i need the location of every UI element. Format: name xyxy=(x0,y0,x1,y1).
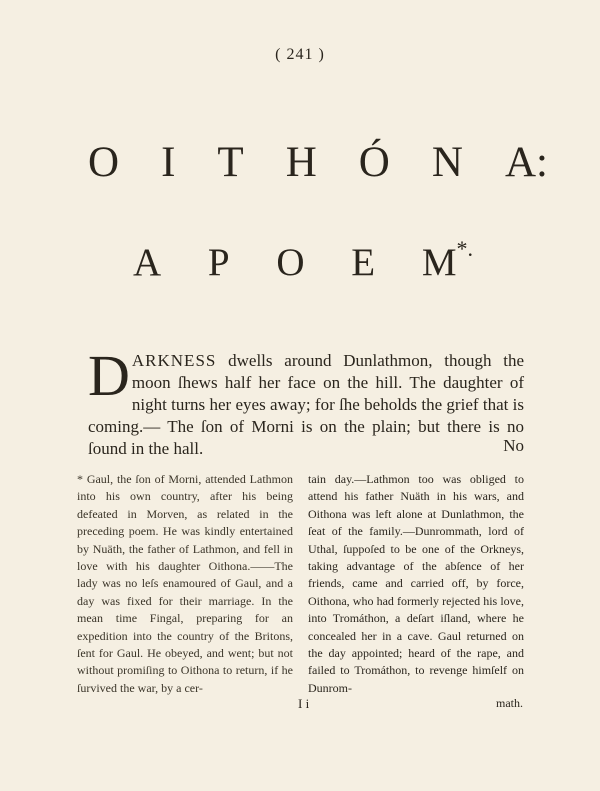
title-letter: H xyxy=(285,139,317,186)
title-letter: Ó xyxy=(358,139,390,186)
opening-paragraph xyxy=(88,343,524,460)
signature-mark: I i xyxy=(298,696,310,711)
poem-subtitle xyxy=(133,236,473,285)
page-number: ( 241 ) xyxy=(275,46,325,63)
title-letter: O xyxy=(88,139,120,186)
title-letter: A: xyxy=(504,139,548,186)
paragraph-text: dwells around Dunlathmon, though the moon ſhews half her face on the hill. The daughter of night turns her eyes away; for ſhe beholds the grief that is coming.— The ſon of Morni is on the plain; but there is no ſound in the hall. xyxy=(88,351,524,458)
footnote-left-column: * Gaul, the ſon of Morni, attended Lathmon into his own country, after his being defeated in Morven, as related in the preceding poem. He was kindly entertained by Nuäth, the father of Lathmon, and fell in love with his daughter Oithona.——The lady was no leſs enamoured of Gaul, and a day was fixed for their marriage. In the mean time Fingal, preparing for an expedition into the country of the Britons, ſent for Gaul. He obeyed, and went; but not without promiſing to Oithona to return, if he ſurvived the war, by a cer- xyxy=(77,472,293,695)
catchword: No xyxy=(503,436,524,455)
poem-title xyxy=(88,138,548,187)
title-letter: N xyxy=(431,139,463,186)
subtitle-letter: A xyxy=(133,241,162,284)
footnote-right-column: tain day.—Lathmon too was obliged to attend his father Nuäth in his wars, and Oithona was left alone at Dunlathmon, the ſeat of the family.—Dunrommath, lord of Uthal, ſuppoſed to be one of the Orkneys, taking advantage of the abſence of her friends, came and carried off, by force, Oithona, who had formerly rejected his love, into Tromáthon, a deſart iſland, where he concealed her in a cave. Gaul returned on the day appointed; heard of the rape, and failed to Tromáthon, to revenge himſelf on Dunrom- xyxy=(308,472,524,695)
drop-cap: D xyxy=(88,343,130,408)
subtitle-letter: P xyxy=(207,241,230,284)
subtitle-letter: E xyxy=(351,241,376,284)
title-letter: I xyxy=(161,139,176,186)
footnote-marker: *. xyxy=(456,236,473,261)
subtitle-letter: O xyxy=(276,241,305,284)
title-letter: T xyxy=(217,139,244,186)
footnote-catchword: math. xyxy=(496,696,523,710)
footnote xyxy=(77,471,524,697)
subtitle-letter-last: M*. xyxy=(421,236,473,284)
opening-caps: ARKNESS xyxy=(131,351,217,370)
